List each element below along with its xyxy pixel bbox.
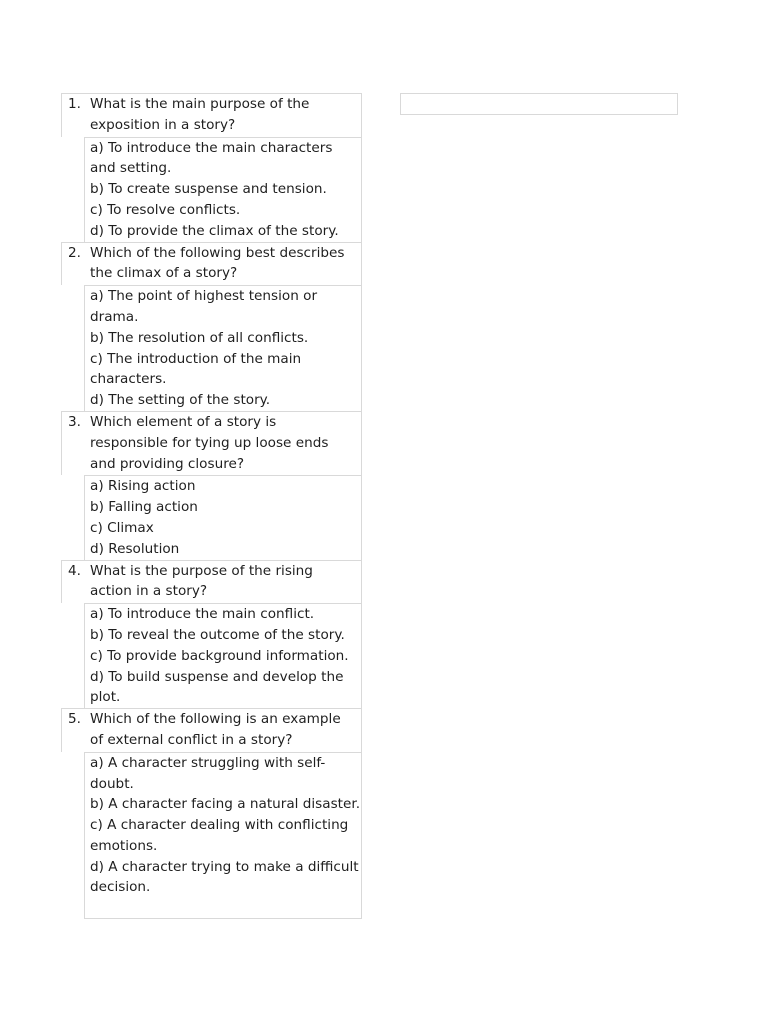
question-1 [61,93,362,137]
answer-option: a) To introduce the main conflict. [90,606,315,623]
answer-option: d) The setting of the story. [90,392,271,409]
answer-option: c) Climax [90,519,154,536]
answer-option: c) The introduction of the main characters. [90,350,302,388]
question-number: 1. [68,96,81,112]
quiz-list [61,93,362,919]
answer-option: d) To build suspense and develop the plot. [90,668,344,706]
question-3 [61,411,362,475]
question-text: What is the main purpose of the exposition in a story? [90,96,310,133]
question-number: 4. [68,562,81,579]
answer-option: b) A character facing a natural disaster. [90,796,361,813]
question-number: 2. [68,244,81,261]
answer-option: b) The resolution of all conflicts. [90,329,309,346]
answer-options-4 [84,603,362,708]
answer-option: b) To create suspense and tension. [90,181,327,198]
question-text: Which element of a story is responsible for tying up loose ends and providing closure? [90,413,329,472]
answer-option: c) A character dealing with conflicting emotions. [90,817,349,854]
question-text: What is the purpose of the rising action in a story? [90,562,313,600]
question-5 [61,708,362,752]
question-number: 5. [68,711,81,728]
answer-options-3 [84,475,362,559]
answer-option: a) The point of highest tension or drama. [90,288,318,325]
answer-option: c) To resolve conflicts. [90,201,241,218]
answer-option: d) A character trying to make a difficult decision. [90,858,359,896]
answer-option: b) Falling action [90,499,198,516]
empty-side-box [400,93,678,115]
answer-option: b) To reveal the outcome of the story. [90,626,345,643]
question-text: Which of the following best describes the climax of a story? [90,244,345,282]
answer-option: d) To provide the climax of the story. [90,222,339,239]
answer-options-2 [84,285,362,411]
question-number: 3. [68,413,81,430]
question-4 [61,560,362,604]
answer-option: a) To introduce the main characters and setting. [90,139,333,177]
question-text: Which of the following is an example of external conflict in a story? [90,711,341,748]
answer-option: c) To provide background information. [90,647,349,664]
answer-options-1 [84,137,362,242]
answer-options-5 [84,752,362,920]
answer-option: d) Resolution [90,540,180,557]
answer-option: a) A character struggling with self-doubt. [90,754,326,792]
question-2 [61,242,362,286]
answer-option: a) Rising action [90,478,196,495]
